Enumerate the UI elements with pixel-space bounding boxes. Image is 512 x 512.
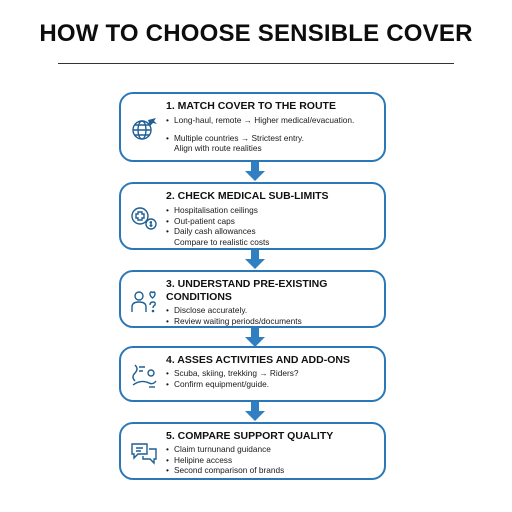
list-item: Align with route realities (174, 143, 262, 154)
list-item: • Scuba, skiing, trekking → Riders? (166, 368, 378, 379)
chat-bubbles-icon (129, 438, 159, 468)
list-item: • Hospitalisation ceilings (166, 205, 378, 216)
step-2-list (166, 205, 378, 247)
arrow-down-icon (244, 328, 266, 348)
arrow-down-icon (244, 402, 266, 422)
page-title: HOW TO CHOOSE SENSIBLE COVER (39, 20, 473, 47)
step-3-list (166, 305, 378, 326)
step-5-heading: 5. COMPARE SUPPORT QUALITY (166, 430, 334, 442)
title-divider (58, 63, 454, 64)
arrow-down-icon (244, 250, 266, 270)
step-2-box (119, 182, 386, 250)
list-item: • Multiple countries → Strictest entry. (166, 133, 378, 144)
list-item: • Daily cash allowances (166, 226, 378, 237)
list-item: • Out-patient caps (166, 216, 378, 227)
step-1-box (119, 92, 386, 162)
list-item: • Helipine access (166, 455, 378, 466)
list-item: • Confirm equipment/guide. (166, 379, 378, 390)
step-2-heading: 2. CHECK MEDICAL SUB-LIMITS (166, 190, 329, 202)
globe-plane-icon (129, 114, 159, 144)
medical-coins-icon (129, 203, 159, 233)
list-item: Compare to realistic costs (174, 236, 270, 247)
list-item: • Disclose accurately. (166, 305, 378, 316)
person-heart-question-icon (129, 286, 159, 316)
step-4-list (166, 368, 378, 389)
list-item: • Long-haul, remote → Higher medical/evacuation. (166, 115, 378, 126)
step-5-box (119, 422, 386, 480)
step-1-heading: 1. MATCH COVER TO THE ROUTE (166, 100, 336, 112)
list-item: • Second comparison of brands (166, 465, 378, 476)
list-item: • Claim turnunand guidance (166, 444, 378, 455)
step-4-box (119, 346, 386, 402)
list-item: • Review waiting periods/documents (166, 316, 378, 327)
step-5-list (166, 444, 378, 476)
step-4-heading: 4. ASSES ACTIVITIES AND ADD-ONS (166, 354, 350, 366)
step-3-box (119, 270, 386, 328)
step-3-heading: 3. UNDERSTAND PRE-EXISTING CONDITIONS (166, 278, 328, 303)
activity-scuba-icon (129, 361, 159, 391)
step-1-list (166, 115, 378, 154)
arrow-down-icon (244, 162, 266, 182)
